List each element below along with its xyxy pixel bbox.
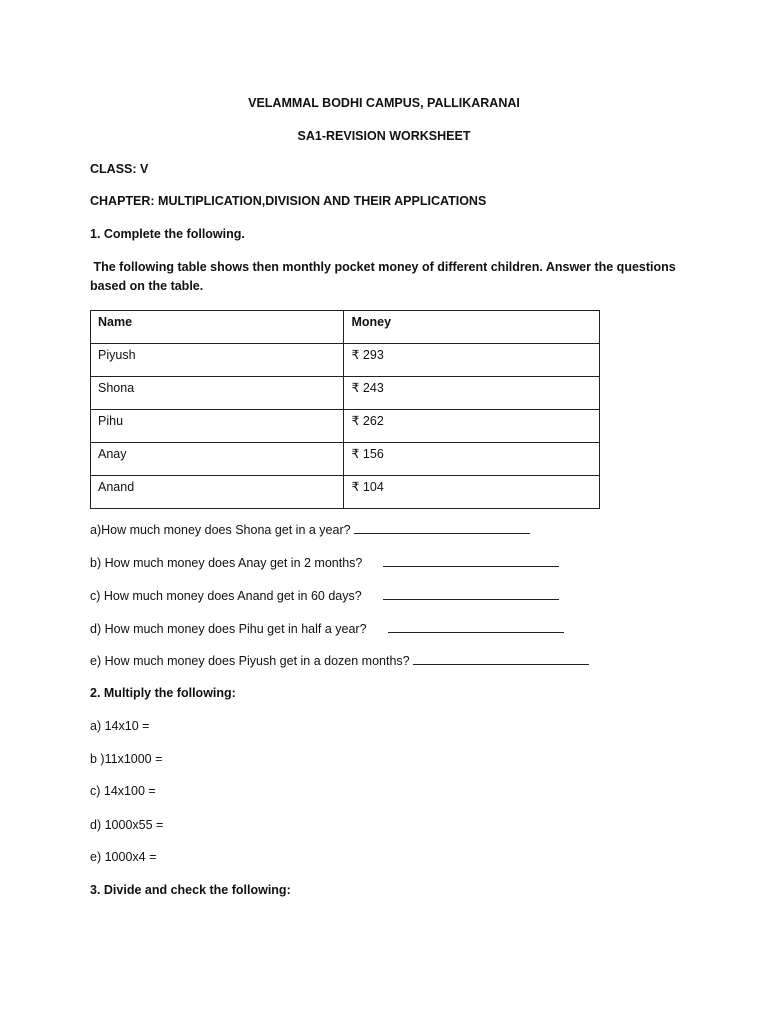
table-header-name: Name: [91, 311, 344, 344]
table-header-money: Money: [344, 311, 600, 344]
question-1a-text: a)How much money does Shona get in a year?: [90, 523, 351, 537]
table-header-row: [91, 311, 600, 344]
question-1a: [90, 521, 530, 538]
table-cell-name: Anay: [91, 443, 344, 476]
school-name: VELAMMAL BODHI CAMPUS, PALLIKARANAI: [248, 96, 520, 110]
table-row: [91, 410, 600, 443]
table-cell-name: Pihu: [91, 410, 344, 443]
question-1b: [90, 554, 559, 571]
table-cell-name: Piyush: [91, 344, 344, 377]
table-cell-name: Shona: [91, 377, 344, 410]
answer-blank[interactable]: [413, 652, 589, 665]
question-1d: [90, 620, 564, 637]
table-row: [91, 344, 600, 377]
question-1e: [90, 652, 589, 669]
question-3-title: 3. Divide and check the following:: [90, 883, 291, 897]
table-cell-money: ₹ 262: [344, 410, 600, 443]
table-row: [91, 476, 600, 509]
question-2e: e) 1000x4 =: [90, 850, 157, 864]
question-1-intro: The following table shows then monthly pocket money of different children. Answer the questions based on the table.: [90, 260, 680, 293]
table-cell-money: ₹ 104: [344, 476, 600, 509]
table-cell-name: Anand: [91, 476, 344, 509]
answer-blank[interactable]: [354, 521, 530, 534]
question-2d: d) 1000x55 =: [90, 818, 164, 832]
question-1d-text: d) How much money does Pihu get in half a year?: [90, 622, 367, 636]
answer-blank[interactable]: [383, 587, 559, 600]
question-2-title: 2. Multiply the following:: [90, 686, 236, 700]
table-cell-money: ₹ 293: [344, 344, 600, 377]
question-2a: a) 14x10 =: [90, 719, 150, 733]
chapter-label: CHAPTER: MULTIPLICATION,DIVISION AND THEIR APPLICATIONS: [90, 194, 487, 208]
question-1e-text: e) How much money does Piyush get in a dozen months?: [90, 654, 410, 668]
table-row: [91, 443, 600, 476]
pocket-money-table: [90, 310, 600, 509]
class-label: CLASS: V: [90, 162, 149, 176]
table-cell-money: ₹ 156: [344, 443, 600, 476]
table-cell-money: ₹ 243: [344, 377, 600, 410]
question-2b: b )11x1000 =: [90, 752, 163, 766]
question-1-title: 1. Complete the following.: [90, 227, 245, 241]
table-row: [91, 377, 600, 410]
question-1c-text: c) How much money does Anand get in 60 days?: [90, 589, 362, 603]
question-1b-text: b) How much money does Anay get in 2 months?: [90, 556, 363, 570]
question-1c: [90, 587, 559, 604]
answer-blank[interactable]: [388, 620, 564, 633]
worksheet-title: SA1-REVISION WORKSHEET: [297, 129, 471, 143]
question-2c: c) 14x100 =: [90, 784, 156, 798]
answer-blank[interactable]: [383, 554, 559, 567]
